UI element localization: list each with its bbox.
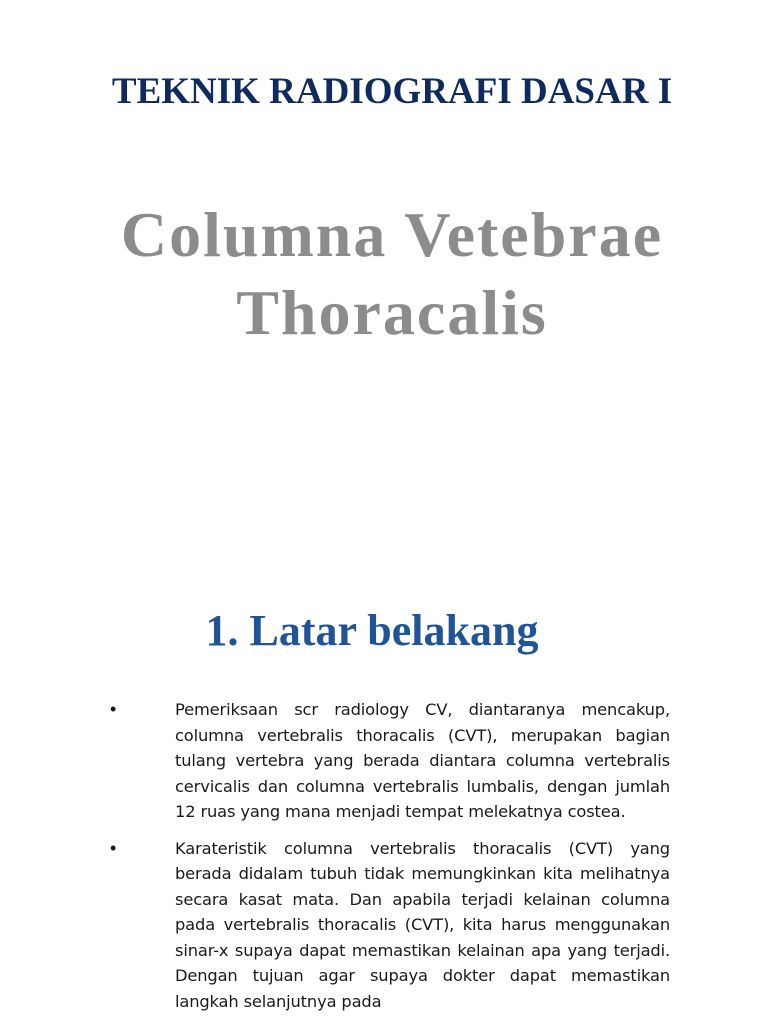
bullet-marker: • xyxy=(110,699,117,719)
course-title: TEKNIK RADIOGRAFI DASAR I xyxy=(111,71,673,112)
bullet-text: Pemeriksaan scr radiology CV, diantaranya mencakup, columna vertebralis thoracalis (CVT), merupakan bagian tulang vertebra yang berada diantara columna vertebralis cervicalis dan columna vertebralis lumbalis, dengan jumlah 12 ruas yang mana menjadi tempat melekatnya costea. xyxy=(175,700,670,821)
bullet-item xyxy=(0,836,768,1015)
page-title-line-2: Thoracalis xyxy=(236,277,548,348)
section-heading: 1. Latar belakang xyxy=(205,606,539,655)
bullet-text: Karateristik columna vertebralis thoracalis (CVT) yang berada didalam tubuh tidak memungkinkan kita melihatnya secara kasat mata. Dan apabila terjadi kelainan columna pada vertebralis thoracalis (CVT), kita harus menggunakan sinar-x supaya dapat memastikan kelainan apa yang terjadi. Dengan tujuan agar supaya dokter dapat memastikan langkah selanjutnya pada xyxy=(175,838,670,1011)
bullet-list xyxy=(0,697,768,1025)
bullet-marker: • xyxy=(110,837,117,858)
page-title-line-1: Columna Vetebrae xyxy=(120,199,664,270)
bullet-item xyxy=(0,697,768,825)
page-title xyxy=(0,196,768,352)
